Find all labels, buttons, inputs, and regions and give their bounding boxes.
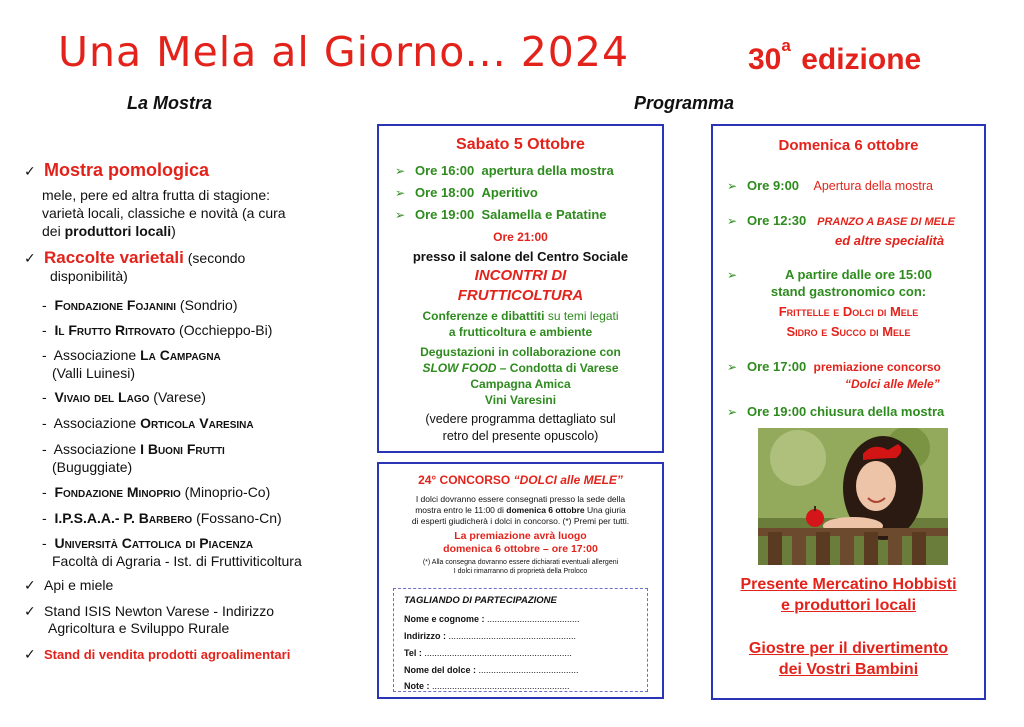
- slow-food-text: SLOW FOOD: [422, 361, 497, 375]
- org-name: La Campagna: [140, 347, 221, 363]
- arrow-icon: ➢: [395, 164, 406, 178]
- sun-text: premiazione concorso: [813, 360, 941, 374]
- main-title: Una Mela al Giorno... 2024: [58, 28, 630, 76]
- photo-illustration: [758, 428, 948, 565]
- mercatino-line2: e produttori locali: [780, 597, 917, 614]
- programma-note-line2: retro del presente opuscolo): [442, 429, 599, 443]
- field-label: Nome e cognome :: [404, 614, 485, 624]
- degustazioni-line1: Degustazioni in collaborazione con: [420, 345, 621, 359]
- org-place: (Sondrio): [176, 297, 238, 313]
- field-nome-cognome[interactable]: [404, 614, 580, 624]
- field-indirizzo[interactable]: [404, 631, 576, 641]
- concorso-footnote: [379, 558, 662, 576]
- programma-heading: Programma: [634, 93, 735, 113]
- tagliando-form: [393, 588, 648, 692]
- org-name: I Buoni Frutti: [140, 441, 225, 457]
- premiazione-line1: La premiazione avrà luogo: [454, 530, 587, 542]
- sunday-title: Domenica 6 ottobre: [778, 137, 919, 154]
- sun-time: Ore 12:30: [747, 213, 807, 228]
- giostre-line1: Giostre per il divertimento: [748, 640, 949, 657]
- org-prefix: Associazione: [53, 415, 141, 431]
- sat-presso: presso il salone del Centro Sociale: [412, 249, 629, 264]
- degustazioni-line4: Vini Varesini: [484, 393, 557, 407]
- arrow-icon: ➢: [727, 360, 738, 374]
- org-orticola-varesina: - Associazione Orticola Varesina: [42, 415, 254, 431]
- edition-superscript: a: [781, 36, 791, 55]
- sun-item-4: [727, 359, 941, 374]
- field-label: Nome del dolce :: [404, 665, 477, 675]
- rule-2b: domenica 6 ottobre: [506, 505, 585, 515]
- mostra-pomologica-item: [24, 161, 209, 180]
- arrow-icon: ➢: [395, 186, 406, 200]
- sun-item-3-line4: Sidro e Succo di Mele: [786, 324, 911, 339]
- check-icon: ✓: [24, 577, 36, 593]
- sunday-box: [711, 124, 986, 700]
- mostra-desc-line3: [42, 222, 286, 240]
- org-name: I.P.S.A.A.- P. Barbero: [54, 510, 193, 526]
- arrow-icon: ➢: [727, 214, 738, 228]
- stand-isis-line1: Stand ISIS Newton Varese - Indirizzo: [44, 603, 275, 619]
- field-tel[interactable]: [404, 648, 572, 658]
- org-la-campagna: - Associazione La Campagna (Valli Luinesi): [42, 347, 221, 381]
- stand-vendita-item: [24, 645, 290, 664]
- footnote-1: (*) Alla consegna dovranno essere dichiarati eventuali allergeni: [422, 559, 619, 566]
- giostre-line2: dei Vostri Bambini: [778, 661, 919, 678]
- edition-word: edizione: [801, 43, 922, 76]
- arrow-icon: ➢: [727, 268, 738, 282]
- field-dots: .....................................: [487, 614, 580, 624]
- sun-text: chiusura della mostra: [809, 404, 945, 419]
- mostra-pomologica-desc: [42, 186, 286, 240]
- edition-number: 30: [748, 43, 782, 76]
- condotta-text: – Condotta di Varese: [496, 361, 619, 375]
- field-label: Note :: [404, 681, 430, 691]
- sun-item-2: [727, 213, 955, 228]
- mostra-pomologica-title: Mostra pomologica: [44, 160, 210, 180]
- field-label: Indirizzo :: [404, 631, 446, 641]
- conferenze-b: su temi legati: [544, 309, 619, 323]
- org-name: Università Cattolica di Piacenza: [54, 535, 254, 551]
- mostra-desc-line3-a: dei: [42, 223, 65, 239]
- conferenze-a: Conferenze e dibattiti: [422, 309, 545, 323]
- org-place: (Valli Luinesi): [52, 365, 135, 381]
- rule-2a: mostra entro le 11:00 di: [415, 505, 507, 515]
- sat-time: Ore 16:00: [415, 163, 475, 178]
- org-place: Facoltà di Agraria - Ist. di Fruttiviticoltura: [52, 553, 302, 569]
- org-place: (Buguggiate): [52, 459, 133, 475]
- org-name: Fondazione Minoprio: [54, 484, 181, 500]
- check-icon: ✓: [24, 163, 36, 179]
- raccolte-varietali-item: [24, 249, 245, 267]
- sat-text: Aperitivo: [481, 185, 538, 200]
- sun-item-2-line2: ed altre specialità: [835, 233, 945, 248]
- concorso-rules: [379, 494, 662, 527]
- conferenze-line1: [379, 309, 662, 323]
- sat-item-3: [395, 207, 607, 222]
- sun-item-4-line2: “Dolci alle Mele”: [845, 377, 940, 391]
- sun-item-1: [727, 178, 933, 193]
- sat-time: Ore 18:00: [415, 185, 475, 200]
- sat-time: Ore 19:00: [415, 207, 475, 222]
- mostra-desc-line2: varietà locali, classiche e novità (a cura: [42, 205, 286, 221]
- field-note[interactable]: [404, 681, 570, 691]
- premiazione-line2: domenica 6 ottobre – ore 17:00: [443, 543, 598, 555]
- api-text: Api e miele: [44, 577, 114, 593]
- org-frutto-ritrovato: - Il Frutto Ritrovato (Occhieppo-Bi): [42, 322, 273, 338]
- check-icon: ✓: [24, 250, 36, 266]
- org-fojanini: - Fondazione Fojanini (Sondrio): [42, 297, 238, 313]
- woman-apple-photo: [758, 428, 948, 565]
- concorso-title-a: 24° CONCORSO: [418, 473, 514, 487]
- stand-isis-item: [24, 602, 274, 620]
- arrow-icon: ➢: [727, 179, 738, 193]
- check-icon: ✓: [24, 646, 36, 662]
- sun-item-3-line1: A partire dalle ore 15:00: [785, 267, 932, 282]
- org-cattolica: - Università Cattolica di Piacenza Facoltà di Agraria - Ist. di Fruttiviticoltura: [42, 535, 302, 569]
- degustazioni-line2: [379, 361, 662, 375]
- sun-time: Ore 19:00: [747, 404, 807, 419]
- field-label: Tel :: [404, 648, 422, 658]
- sat-text: apertura della mostra: [481, 163, 614, 178]
- org-minoprio: - Fondazione Minoprio (Minoprio-Co): [42, 484, 271, 500]
- raccolte-varietali-rest: (secondo: [183, 250, 246, 266]
- sat-text: Salamella e Patatine: [481, 207, 607, 222]
- tagliando-title: TAGLIANDO DI PARTECIPAZIONE: [404, 595, 557, 606]
- field-dots: ...........................................................: [424, 648, 572, 658]
- degustazioni-line3: Campagna Amica: [470, 377, 571, 391]
- org-name: Vivaio del Lago: [54, 389, 150, 405]
- api-item: [24, 576, 113, 594]
- org-place: (Minoprio-Co): [180, 484, 271, 500]
- produttori-locali-text: produttori locali: [64, 223, 172, 239]
- sun-item-5: [727, 404, 944, 419]
- sun-time: Ore 9:00: [747, 178, 800, 193]
- field-dots: .......................................................: [432, 681, 570, 691]
- incontri-line1: INCONTRI DI: [474, 267, 567, 284]
- raccolte-varietali-title: Raccolte varietali: [44, 248, 184, 267]
- sun-text: PRANZO A BASE DI MELE: [817, 216, 956, 228]
- rule-2c: Una giuria: [584, 505, 626, 515]
- sun-item-3-line3: Frittelle e Dolci di Mele: [778, 304, 919, 319]
- org-name: Fondazione Fojanini: [54, 297, 177, 313]
- org-vivaio-del-lago: - Vivaio del Lago (Varese): [42, 389, 206, 405]
- org-name: Orticola Varesina: [140, 415, 254, 431]
- org-buoni-frutti: - Associazione I Buoni Frutti (Buguggiate): [42, 441, 225, 475]
- org-name: Il Frutto Ritrovato: [54, 322, 176, 338]
- concorso-title-b: “DOLCI alle MELE”: [513, 473, 623, 487]
- sat-item-1: [395, 163, 614, 178]
- concorso-rule-1: I dolci dovranno essere consegnati presso la sede della: [415, 494, 626, 504]
- sun-item-3-line2: stand gastronomico con:: [770, 284, 927, 299]
- incontri-line2: FRUTTICOLTURA: [457, 287, 584, 304]
- saturday-box: [377, 124, 664, 453]
- sun-text: Apertura della mostra: [813, 179, 934, 193]
- concorso-title: [379, 473, 662, 487]
- arrow-icon: ➢: [395, 208, 406, 222]
- mercatino-line1: Presente Mercatino Hobbisti: [740, 576, 957, 593]
- la-mostra-heading: La Mostra: [127, 93, 213, 113]
- saturday-title: Sabato 5 Ottobre: [456, 136, 585, 153]
- org-ipsaa: - I.P.S.A.A.- P. Barbero (Fossano-Cn): [42, 510, 282, 526]
- concorso-box: [377, 462, 664, 699]
- check-icon: ✓: [24, 603, 36, 619]
- org-place: (Fossano-Cn): [192, 510, 282, 526]
- org-prefix: Associazione: [53, 347, 141, 363]
- footnote-2: I dolci rimarranno di proprietà della Proloco: [453, 568, 588, 575]
- mostra-desc-line1: mele, pere ed altra frutta di stagione:: [42, 187, 271, 203]
- org-place: (Varese): [149, 389, 206, 405]
- conferenze-line2: a frutticoltura e ambiente: [448, 325, 593, 339]
- field-dots: ........................................: [478, 665, 579, 675]
- edition-label: [748, 36, 921, 77]
- org-prefix: Associazione: [53, 441, 141, 457]
- sat-item-2: [395, 185, 538, 200]
- org-place: (Occhieppo-Bi): [175, 322, 273, 338]
- programma-note-line1: (vedere programma dettagliato sul: [425, 412, 616, 426]
- field-dots: ...................................................: [448, 631, 577, 641]
- field-nome-dolce[interactable]: [404, 665, 579, 675]
- concorso-rule-3: di esperti giudicherà i dolci in concorso. (*) Premi per tutti.: [411, 516, 630, 526]
- sat-ore21: Ore 21:00: [493, 230, 548, 244]
- stand-vendita-text: Stand di vendita prodotti agroalimentari: [44, 647, 291, 662]
- stand-isis-line2: Agricoltura e Sviluppo Rurale: [48, 620, 230, 636]
- raccolte-line2: disponibilità): [50, 268, 128, 284]
- arrow-icon: ➢: [727, 405, 738, 419]
- concorso-rule-2: [379, 505, 662, 516]
- sun-time: Ore 17:00: [747, 359, 807, 374]
- mostra-desc-line3-c: ): [171, 223, 176, 239]
